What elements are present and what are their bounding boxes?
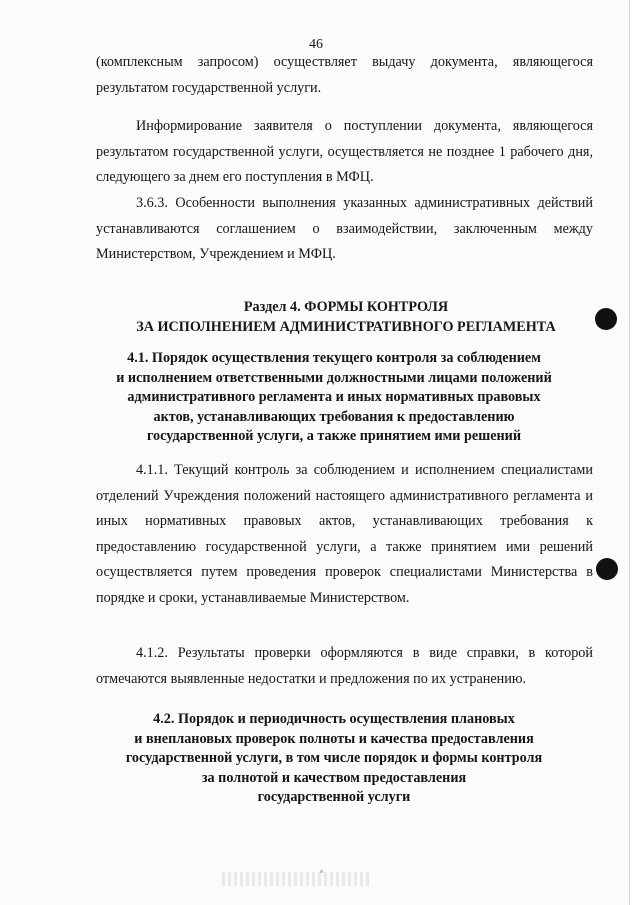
page-edge — [629, 0, 630, 905]
heading-4-2 — [48, 710, 620, 808]
heading-line: государственной услуги — [257, 789, 411, 805]
paragraph-informing: Информирование заявителя о поступлении документа, являющегося результатом государственной услуги, осуществляется не позднее 1 рабочего дня, следующего за днем его поступления в МФЦ. — [96, 118, 593, 185]
paragraph-3-6-3: 3.6.3. Особенности выполнения указанных административных действий устанавливаются соглашением о взаимодействии, заключенным между Министерством, Учреждением и МФЦ. — [96, 195, 593, 262]
heading-line: актов, устанавливающих требования к предоставлению — [153, 408, 515, 425]
binder-hole-mark — [596, 558, 618, 580]
paragraph-continuation: (комплексным запросом) осуществляет выдачу документа, являющегося результатом государственной услуги. — [96, 54, 593, 96]
section-4-title: Раздел 4. ФОРМЫ КОНТРОЛЯ — [243, 299, 449, 315]
paragraph-4-1-1: 4.1.1. Текущий контроль за соблюдением и исполнением специалистами отделений Учреждения положений настоящего административного регламента и иных нормативных правовых актов, устанавливающих требования к предоставлению государственной услуги, а также принятием ими решений осуществляется путем проведения проверок специалистами Министерства в порядке и сроки, устанавливаемые Министерством. — [96, 462, 593, 606]
scan-artifact — [222, 872, 372, 886]
heading-line: 4.1. Порядок осуществления текущего контроля за соблюдением — [127, 350, 541, 366]
page-number: 46 — [309, 37, 323, 52]
heading-line: государственной услуги, в том числе порядок и формы контроля — [125, 750, 543, 766]
heading-line: 4.2. Порядок и периодичность осуществления плановых — [153, 711, 515, 727]
paragraph-4-1-2: 4.1.2. Результаты проверки оформляются в виде справки, в которой отмечаются выявленные недостатки и предложения по их устранению. — [96, 645, 593, 687]
heading-line: административного регламента и иных нормативных правовых — [127, 389, 541, 405]
heading-line: и внеплановых проверок полноты и качества предоставления — [134, 730, 534, 747]
heading-line: за полнотой и качеством предоставления — [201, 769, 467, 786]
heading-line: государственной услуги, а также принятием ими решений — [146, 428, 522, 444]
heading-4-1 — [48, 349, 620, 447]
heading-line: и исполнением ответственными должностными лицами положений — [116, 369, 552, 386]
section-4-heading — [60, 298, 632, 337]
section-4-subtitle: ЗА ИСПОЛНЕНИЕМ АДМИНИСТРАТИВНОГО РЕГЛАМЕНТА — [136, 318, 556, 335]
binder-hole-mark — [595, 308, 617, 330]
